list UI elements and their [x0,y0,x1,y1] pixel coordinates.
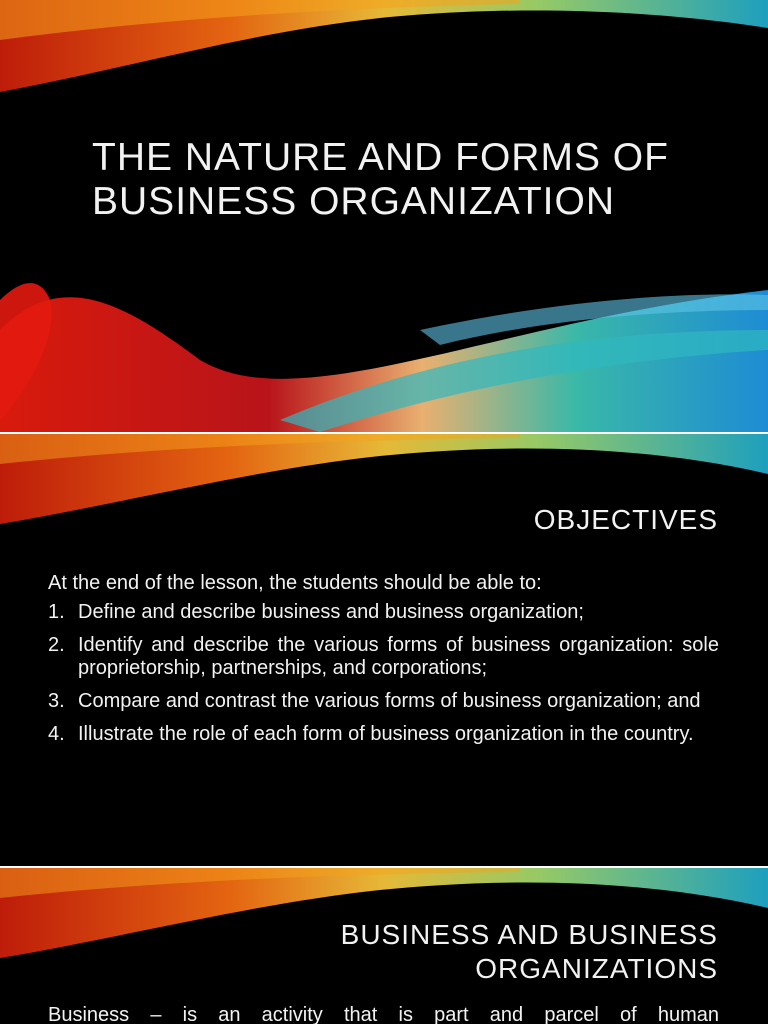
business-slide [0,868,768,1024]
item-text: Define and describe business and business organization; [78,601,584,623]
slide-title: OBJECTIVES [533,504,718,535]
slide-body-text: Business – is an activity that is part and parcel of human [48,1004,719,1024]
objectives-slide [0,434,768,866]
item-number: 3. [48,690,65,712]
item-number: 2. [48,634,65,656]
slide-title: THE NATURE AND FORMS OF BUSINESS ORGANIZATION [92,136,669,223]
item-text: Identify and describe the various forms of business organization: sole proprietorship, partnerships, and corporations; [78,634,719,679]
objectives-body [48,572,719,756]
list-item [48,723,719,746]
list-item [48,601,719,624]
item-number: 4. [48,723,65,745]
item-text: Illustrate the role of each form of business organization in the country. [78,723,694,745]
slide-title: BUSINESS AND BUSINESS ORGANIZATIONS [340,919,718,984]
title-slide [0,0,768,432]
objectives-list [48,601,719,746]
objectives-intro: At the end of the lesson, the students should be able to: [48,572,542,594]
item-text: Compare and contrast the various forms of business organization; and [78,690,701,712]
list-item [48,634,719,680]
item-number: 1. [48,601,65,623]
list-item [48,690,719,713]
